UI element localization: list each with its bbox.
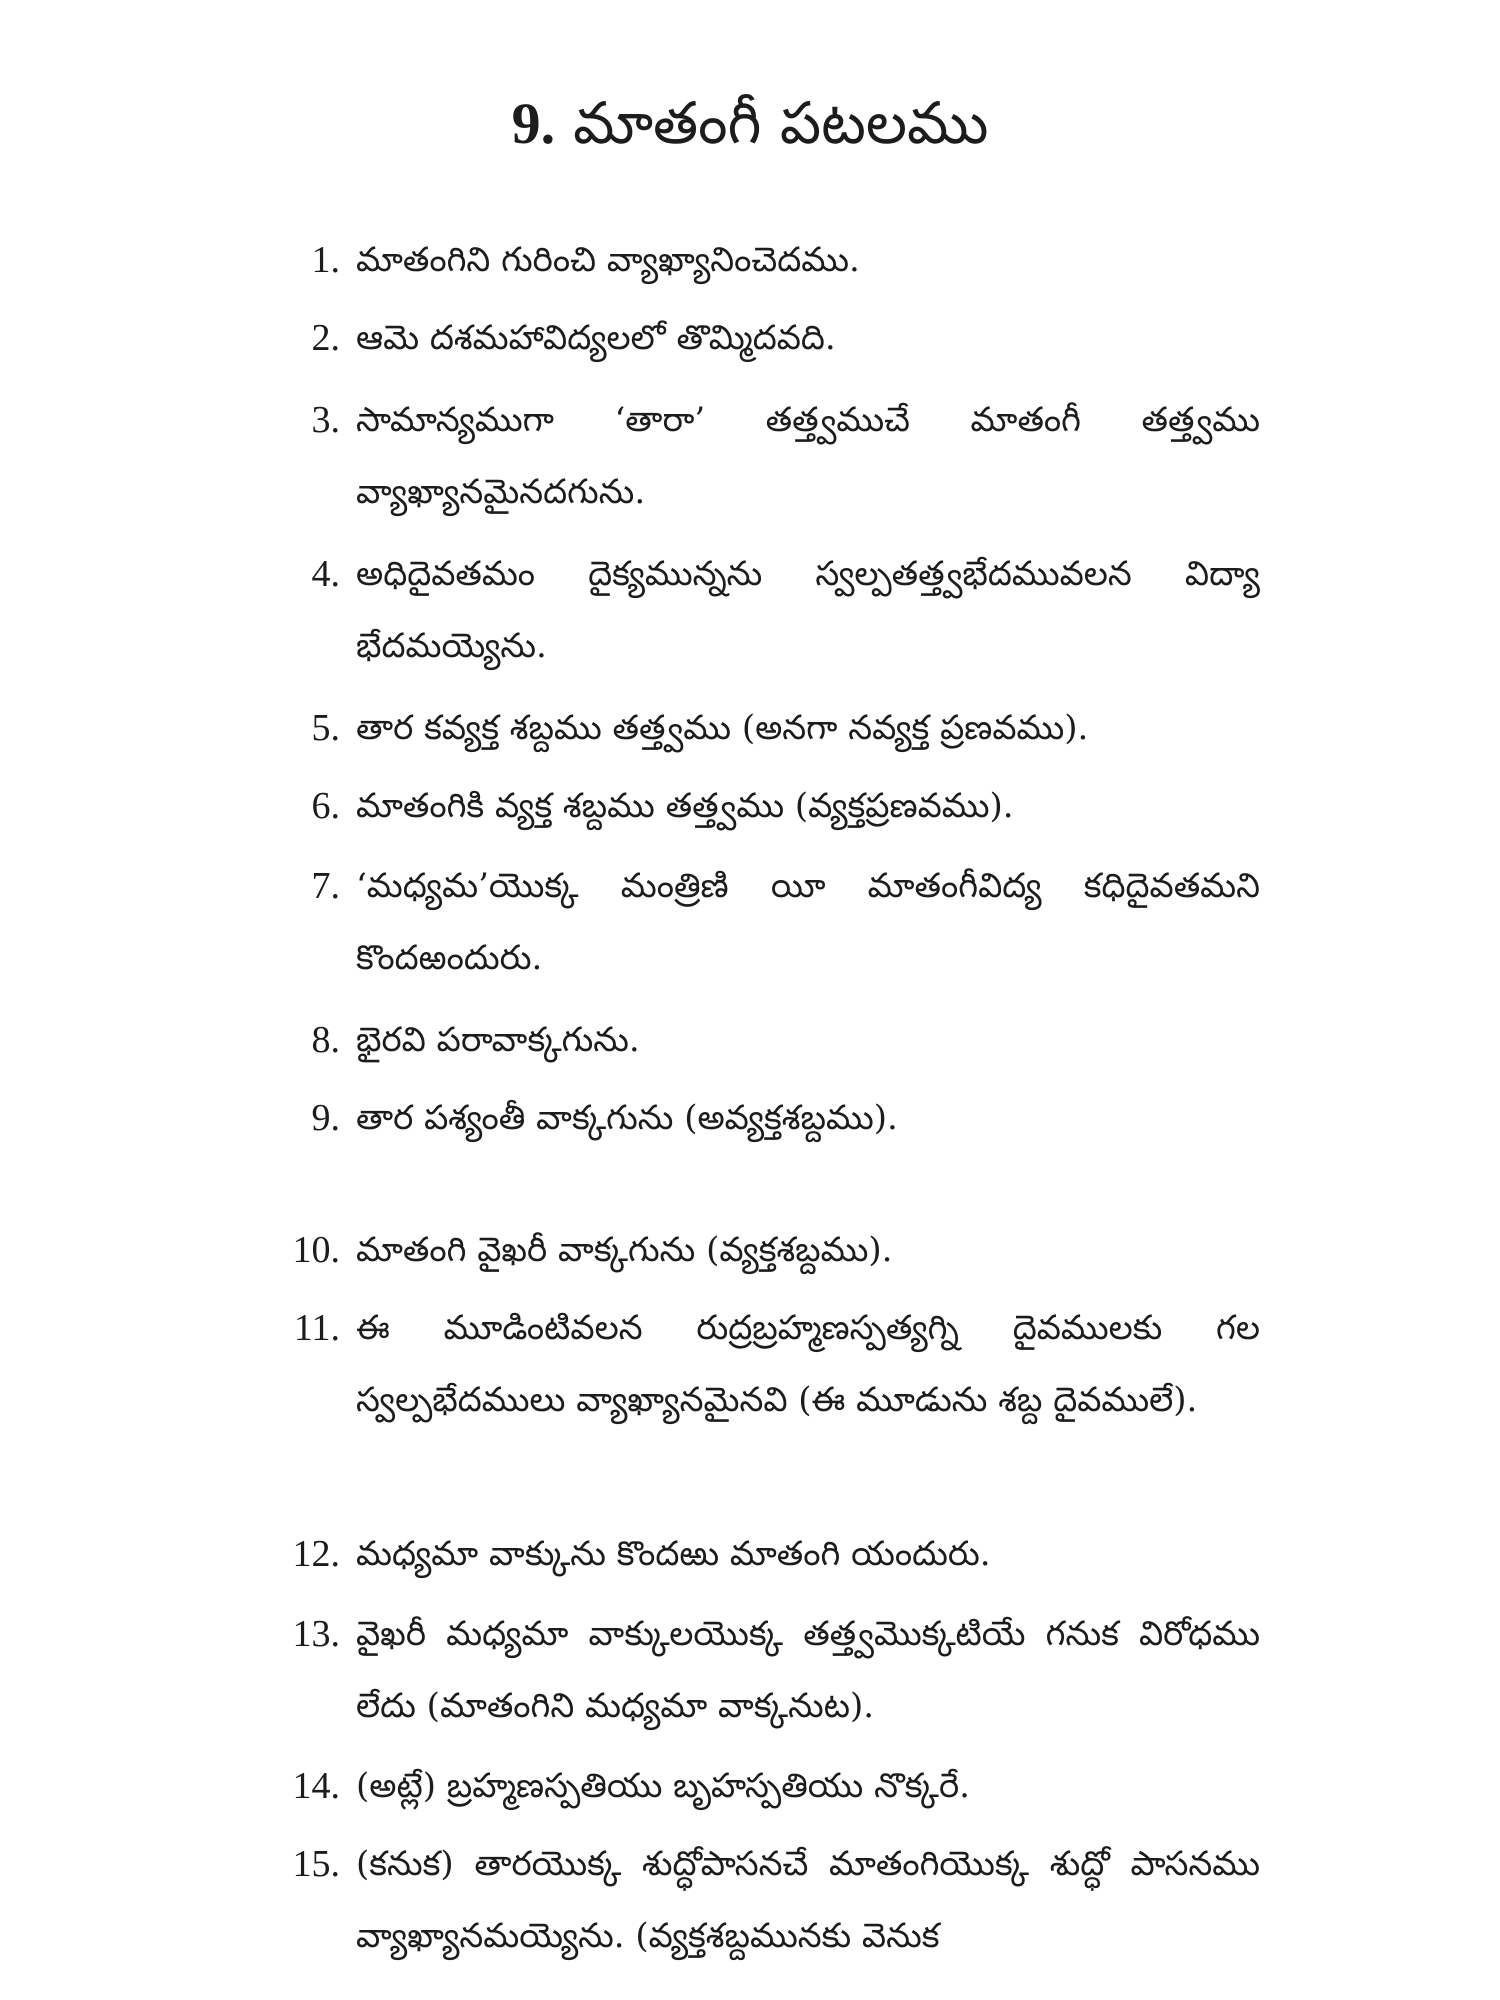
- verse-text: మాతంగికి వ్యక్త శబ్దము తత్త్వము (వ్యక్తప్రణవము).: [356, 786, 1014, 826]
- verse-text: సామాన్యముగా ‘తారా’ తత్త్వముచే మాతంగీ తత్త్వము వ్యాఖ్యానమైనదగును.: [356, 400, 1260, 512]
- verse-number: 5.: [311, 707, 340, 749]
- verse-8: [260, 1004, 1260, 1076]
- title-number: 9.: [511, 91, 556, 156]
- verse-number: 7.: [311, 865, 340, 907]
- verse-9: [260, 1082, 1260, 1154]
- verse-2: [260, 302, 1260, 374]
- title-text: మాతంగీ పటలము: [573, 89, 989, 157]
- verse-text: (కనుక) తారయొక్క శుద్ధోపాసనచే మాతంగియొక్క శుద్ధో పాసనము వ్యాఖ్యానమయ్యెను. (వ్యక్తశబ్దమునకు వెనుక: [356, 1844, 1260, 1956]
- verse-text: భైరవి పరావాక్కగును.: [356, 1020, 640, 1060]
- verse-3: [260, 384, 1260, 528]
- verse-text: (అట్లే) బ్రహ్మణస్పతియు బృహస్పతియు నొక్కరే.: [356, 1766, 970, 1806]
- verse-12: [260, 1518, 1260, 1590]
- verse-text: మాతంగిని గురించి వ్యాఖ్యానించెదము.: [356, 240, 860, 280]
- verse-5: [260, 692, 1260, 764]
- verse-text: అధిదైవతమం దైక్యమున్నను స్వల్పతత్త్వభేదమువలన విద్యా భేదమయ్యెను.: [356, 554, 1260, 666]
- verse-number: 8.: [311, 1019, 340, 1061]
- verse-15: [260, 1828, 1260, 1972]
- verse-1: [260, 224, 1260, 296]
- verse-number: 11.: [293, 1307, 340, 1349]
- verse-7: [260, 850, 1260, 994]
- verse-number: 9.: [311, 1097, 340, 1139]
- verse-number: 13.: [292, 1613, 340, 1655]
- verse-text: ఆమె దశమహావిద్యలలో తొమ్మిదవది.: [356, 318, 836, 358]
- verse-number: 12.: [292, 1533, 340, 1575]
- verse-4: [260, 538, 1260, 682]
- verse-number: 14.: [292, 1765, 340, 1807]
- verse-text: తార కవ్యక్త శబ్దము తత్త్వము (అనగా నవ్యక్త ప్రణవము).: [356, 708, 1089, 748]
- verse-number: 15.: [292, 1843, 340, 1885]
- verse-14: [260, 1750, 1260, 1822]
- verse-text: మాతంగి వైఖరీ వాక్కగును (వ్యక్తశబ్దము).: [356, 1230, 893, 1270]
- verse-text: ఈ మూడింటివలన రుద్రబ్రహ్మణస్పత్యగ్ని దైవములకు గల స్వల్పభేదములు వ్యాఖ్యానమైనవి (ఈ మూడును శబ్ద దైవములే).: [356, 1308, 1260, 1420]
- verse-number: 4.: [311, 553, 340, 595]
- verse-number: 1.: [311, 239, 340, 281]
- verse-number: 6.: [311, 785, 340, 827]
- verse-13: [260, 1598, 1260, 1742]
- verse-text: వైఖరీ మధ్యమా వాక్కులయొక్క తత్త్వమొక్కటియే గనుక విరోధము లేదు (మాతంగిని మధ్యమా వాక్కనుట).: [356, 1614, 1260, 1726]
- verse-11: [260, 1292, 1260, 1436]
- verse-number: 2.: [311, 317, 340, 359]
- verse-text: తార పశ్యంతీ వాక్కగును (అవ్యక్తశబ్దము).: [356, 1098, 898, 1138]
- verse-6: [260, 770, 1260, 842]
- page-title: [0, 78, 1500, 169]
- verse-text: మధ్యమా వాక్కును కొందఱు మాతంగి యందురు.: [356, 1534, 991, 1574]
- verse-number: 3.: [311, 399, 340, 441]
- verse-text: ‘మధ్యమ’యొక్క మంత్రిణి యీ మాతంగీవిద్య కధిదైవతమని కొందఱందురు.: [356, 866, 1260, 978]
- verse-10: [260, 1214, 1260, 1286]
- verse-number: 10.: [292, 1229, 340, 1271]
